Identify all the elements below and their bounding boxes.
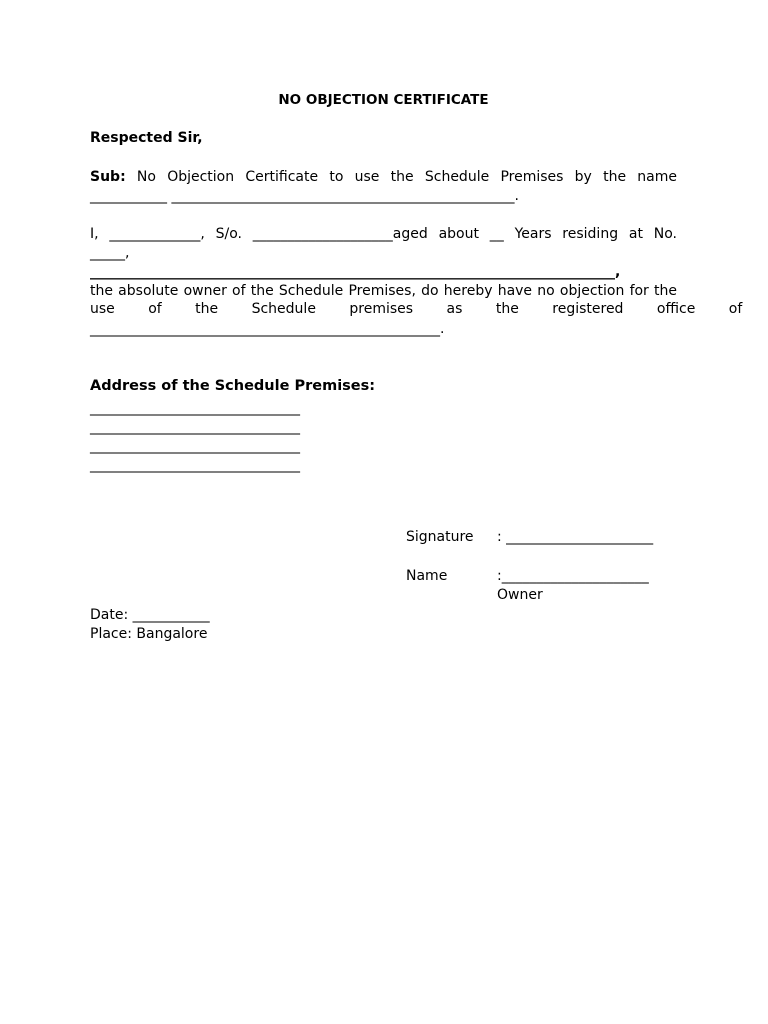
address-line: ______________________________ xyxy=(90,400,300,416)
name-label: Name xyxy=(406,568,448,584)
declaration-line-3: ___________________________________________________________________________, xyxy=(90,264,621,280)
signature-label: Signature xyxy=(406,529,474,545)
place-field: Place: Bangalore xyxy=(90,626,208,642)
declaration-line-5: use of the Schedule premises as the registered office of xyxy=(90,301,743,317)
address-line: ______________________________ xyxy=(90,457,300,473)
address-heading: Address of the Schedule Premises: xyxy=(90,378,376,394)
date-field: Date: ___________ xyxy=(90,607,210,623)
subject-text: No Objection Certificate to use the Schedule Premises by the name xyxy=(136,169,677,185)
signature-field: : _____________________ xyxy=(497,529,654,545)
declaration-line-2: _____, xyxy=(90,245,130,261)
owner-caption: Owner xyxy=(497,587,543,603)
subject-label: Sub: xyxy=(90,169,126,185)
certificate-page xyxy=(90,0,743,1024)
document-title: NO OBJECTION CERTIFICATE xyxy=(278,92,489,108)
greeting: Respected Sir, xyxy=(90,130,203,146)
address-line: ______________________________ xyxy=(90,419,300,435)
declaration-line-6: __________________________________________________. xyxy=(90,321,445,337)
address-line: ______________________________ xyxy=(90,438,300,454)
subject-line-2: ___________ _________________________________________________. xyxy=(90,188,519,204)
name-field: :_____________________ xyxy=(497,568,649,584)
subject-line-1 xyxy=(90,168,677,187)
declaration-line-1: I, _____________, S/o. ____________________aged about __ Years residing at No. xyxy=(90,226,677,242)
declaration-line-4: the absolute owner of the Schedule Premises, do hereby have no objection for the xyxy=(90,283,677,299)
